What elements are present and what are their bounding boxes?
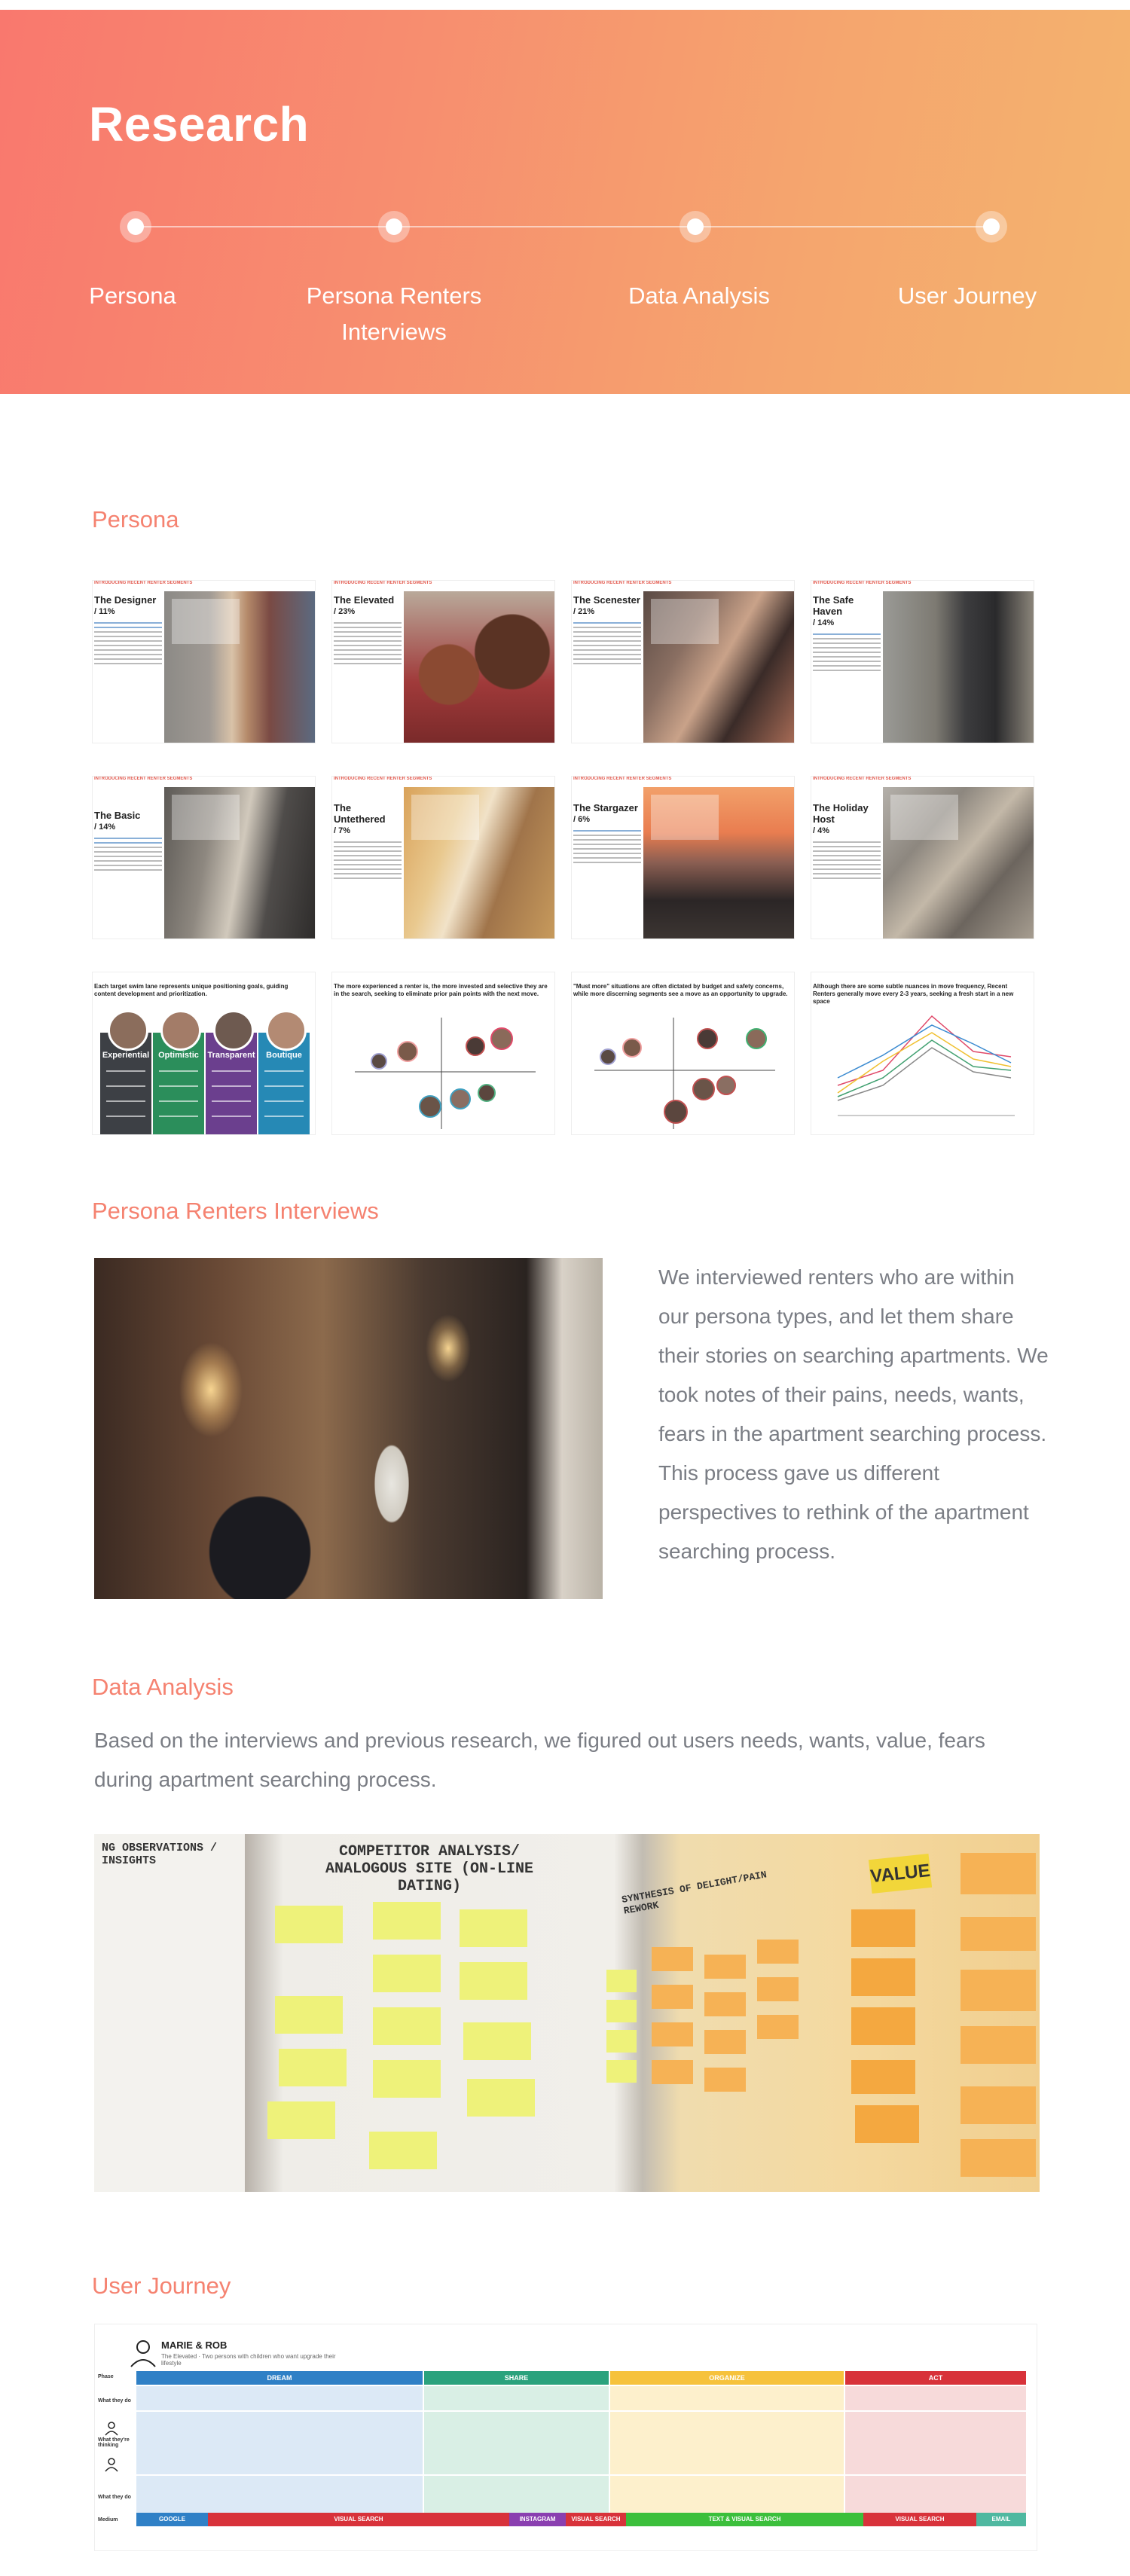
sticky-note (267, 2101, 335, 2139)
sticky-note (960, 2086, 1036, 2124)
card-tag: INTRODUCING RECENT RENTER SEGMENTS (94, 581, 193, 585)
section-title-persona: Persona (92, 506, 179, 533)
persona-percent: / 4% (813, 826, 830, 835)
sticky-note (373, 2060, 441, 2098)
persona-name: The Elevated (334, 594, 395, 606)
sticky-note (960, 1853, 1036, 1894)
segment-column-boutique (258, 1033, 310, 1134)
data-analysis-photo (94, 1834, 1040, 2192)
card-text-lines (334, 622, 402, 664)
persona-photo (404, 787, 554, 939)
persona-card[interactable] (331, 776, 555, 939)
card-tag: INTRODUCING RECENT RENTER SEGMENTS (334, 581, 432, 585)
quadrant-heading: The more experienced a renter is, the more invested and selective they are in the search, seeking to eliminate prior pain points with the next move. (334, 983, 548, 997)
card-text-lines (94, 622, 162, 664)
line-chart (811, 972, 1034, 1134)
timeline-line (136, 226, 991, 227)
persona-percent: / 14% (94, 823, 116, 832)
persona-name: The Designer (94, 594, 157, 606)
card-text-lines (573, 830, 641, 863)
sticky-note (960, 1970, 1036, 2011)
sticky-note (757, 2015, 799, 2039)
quadrant-diagram (332, 972, 554, 1134)
segment-name: Optimistic (158, 1051, 199, 1060)
persona-card[interactable] (331, 580, 555, 743)
segment-name: Boutique (266, 1051, 302, 1060)
line-chart-heading: Although there are some subtle nuances in move frequency, Recent Renters generally move every 2-3 years, seeking a fresh start in a new space (813, 983, 1014, 1005)
timeline-dot-user-journey[interactable] (983, 218, 1000, 235)
sticky-note (275, 1996, 343, 2034)
card-text-lines (813, 841, 881, 879)
user-icon (104, 2457, 119, 2472)
sticky-note (606, 2060, 637, 2083)
sticky-note (463, 2022, 531, 2060)
sticky-note (851, 2060, 915, 2094)
persona-photo (643, 787, 794, 939)
row-label: What they do (98, 2398, 131, 2404)
user-icon (104, 2421, 119, 2436)
persona-name: The Basic (94, 810, 141, 821)
persona-photo (164, 591, 315, 743)
sticky-note (704, 1992, 746, 2016)
sticky-note (851, 1909, 915, 1947)
interview-photo (94, 1258, 603, 1599)
sticky-note (369, 2132, 437, 2169)
sticky-note (275, 1906, 343, 1943)
persona-card[interactable] (811, 776, 1034, 939)
segment-avatar (266, 1010, 307, 1051)
sticky-note (652, 2022, 693, 2046)
segment-name: Transparent (207, 1051, 255, 1060)
sticky-note (652, 2060, 693, 2084)
sticky-note (960, 2139, 1036, 2177)
quadrant-card[interactable] (571, 972, 795, 1135)
timeline-link-interviews[interactable]: Persona Renters Interviews (306, 282, 482, 345)
sticky-note (757, 1977, 799, 2001)
user-journey-map[interactable] (94, 2324, 1037, 2551)
medium-email: EMAIL (976, 2513, 1026, 2526)
sticky-note (855, 2105, 919, 2143)
persona-photo (404, 591, 554, 743)
sticky-note (373, 1902, 441, 1940)
card-text-lines (573, 622, 641, 664)
timeline-dot-data-analysis[interactable] (687, 218, 704, 235)
row-label: Phase (98, 2374, 114, 2379)
medium-visual-search: VISUAL SEARCH (566, 2513, 626, 2526)
section-title-interviews: Persona Renters Interviews (92, 1198, 379, 1224)
medium-instagram: INSTAGRAM (509, 2513, 566, 2526)
sticky-note (606, 1970, 637, 1992)
medium-text-visual-search: TEXT & VISUAL SEARCH (626, 2513, 863, 2526)
row-label: What they do (98, 2495, 131, 2500)
persona-name: The Safe Haven (813, 594, 854, 617)
card-tag: INTRODUCING RECENT RENTER SEGMENTS (813, 777, 912, 781)
sticky-note (757, 1940, 799, 1964)
segment-column-experiential (100, 1033, 151, 1134)
persona-percent: / 21% (573, 607, 595, 616)
sticky-note (373, 1955, 441, 1992)
segments-card[interactable] (92, 972, 316, 1135)
phase-act: ACT (845, 2371, 1026, 2385)
sticky-note (652, 1985, 693, 2009)
card-tag: INTRODUCING RECENT RENTER SEGMENTS (813, 581, 912, 585)
whiteboard-right-heading: SYNTHESIS OF DELIGHT/PAIN REWORK (621, 1869, 768, 1917)
journey-persona-name: MARIE & ROB (161, 2339, 228, 2351)
sticky-note (704, 1955, 746, 1979)
medium-visual-search: VISUAL SEARCH (208, 2513, 509, 2526)
row-label: Medium (98, 2517, 118, 2523)
persona-name: The Untethered (334, 802, 386, 825)
segment-avatar (160, 1010, 201, 1051)
segments-heading: Each target swim lane represents unique positioning goals, guiding content development and prioritization. (94, 983, 289, 997)
sticky-note (373, 2007, 441, 2045)
sticky-note (460, 1962, 527, 2000)
card-tag: INTRODUCING RECENT RENTER SEGMENTS (94, 777, 193, 781)
timeline-link-data-analysis[interactable]: Data Analysis (628, 282, 770, 309)
timeline-dot-persona[interactable] (127, 218, 144, 235)
card-text-lines (334, 841, 402, 879)
card-text-lines (813, 633, 881, 671)
interviews-description: We interviewed renters who are within our persona types, and let them share their stories on searching apartments. We took notes of their pains, needs, wants, fears in the apartment searching process. This process gave us different perspectives to rethink of the apartment searching process. (658, 1265, 1049, 1563)
sticky-note (606, 2000, 637, 2022)
persona-photo (164, 787, 315, 939)
card-tag: INTRODUCING RECENT RENTER SEGMENTS (573, 581, 672, 585)
whiteboard-left-heading: NG OBSERVATIONS / INSIGHTS (102, 1842, 218, 1867)
persona-name: The Stargazer (573, 802, 638, 813)
whiteboard-left (94, 1834, 245, 2192)
persona-card[interactable] (92, 580, 316, 743)
persona-percent: / 6% (573, 815, 591, 824)
journey-persona-subtitle: The Elevated · Two persons with children who want upgrade their lifestyle (161, 2353, 336, 2367)
phase-dream: DREAM (136, 2371, 423, 2385)
persona-card[interactable] (92, 776, 316, 939)
persona-card[interactable] (811, 580, 1034, 743)
quadrant-diagram (572, 972, 794, 1134)
persona-photo (883, 591, 1034, 743)
phase-organize: ORGANIZE (610, 2371, 844, 2385)
persona-percent: / 7% (334, 826, 351, 835)
persona-name: The Holiday Host (813, 802, 869, 825)
line-chart-card[interactable] (811, 972, 1034, 1135)
phase-share: SHARE (424, 2371, 609, 2385)
persona-name: The Scenester (573, 594, 640, 606)
sticky-note (960, 1917, 1036, 1951)
card-tag: INTRODUCING RECENT RENTER SEGMENTS (334, 777, 432, 781)
sticky-note (960, 2026, 1036, 2064)
segment-name: Experiential (102, 1051, 150, 1060)
segment-column-transparent (206, 1033, 257, 1134)
persona-card[interactable] (571, 580, 795, 743)
sticky-note (704, 2068, 746, 2092)
persona-photo (643, 591, 794, 743)
row-label: What they're thinking (98, 2437, 130, 2448)
medium-google: GOOGLE (136, 2513, 208, 2526)
whiteboard-mid-heading: COMPETITOR ANALYSIS/ ANALOGOUS SITE (ON-LINE DATING) (325, 1843, 534, 1895)
timeline-link-persona[interactable]: Persona (89, 282, 176, 309)
timeline-link-user-journey[interactable]: User Journey (897, 282, 1037, 309)
sticky-note (460, 1909, 527, 1947)
sticky-note (606, 2030, 637, 2053)
segment-avatar (108, 1010, 148, 1051)
sticky-note (652, 1947, 693, 1971)
value-note: VALUE (869, 1854, 932, 1894)
sticky-note (467, 2079, 535, 2117)
segment-avatar (213, 1010, 254, 1051)
persona-percent: / 11% (94, 607, 115, 616)
medium-visual-search: VISUAL SEARCH (863, 2513, 976, 2526)
timeline-dot-interviews[interactable] (386, 218, 402, 235)
data-analysis-description: Based on the interviews and previous research, we figured out users needs, wants, value, fears during apartment searching process. (94, 1729, 985, 1791)
quadrant-card[interactable] (331, 972, 555, 1135)
sticky-note (851, 1958, 915, 1996)
section-title-data-analysis: Data Analysis (92, 1674, 234, 1700)
hero-banner (0, 10, 1130, 394)
page-title: Research (89, 97, 310, 151)
sticky-note (279, 2049, 347, 2086)
sticky-note (851, 2007, 915, 2045)
persona-percent: / 14% (813, 618, 835, 627)
card-tag: INTRODUCING RECENT RENTER SEGMENTS (573, 777, 672, 781)
section-title-user-journey: User Journey (92, 2272, 231, 2299)
persona-percent: / 23% (334, 607, 356, 616)
card-text-lines (94, 838, 162, 871)
persona-card[interactable] (571, 776, 795, 939)
persona-photo (883, 787, 1034, 939)
sticky-note (704, 2030, 746, 2054)
quadrant-heading: "Must more" situations are often dictated by budget and safety concerns, while more discerning segments see a move as an opportunity to upgrade. (573, 983, 788, 997)
segment-column-optimistic (153, 1033, 204, 1134)
